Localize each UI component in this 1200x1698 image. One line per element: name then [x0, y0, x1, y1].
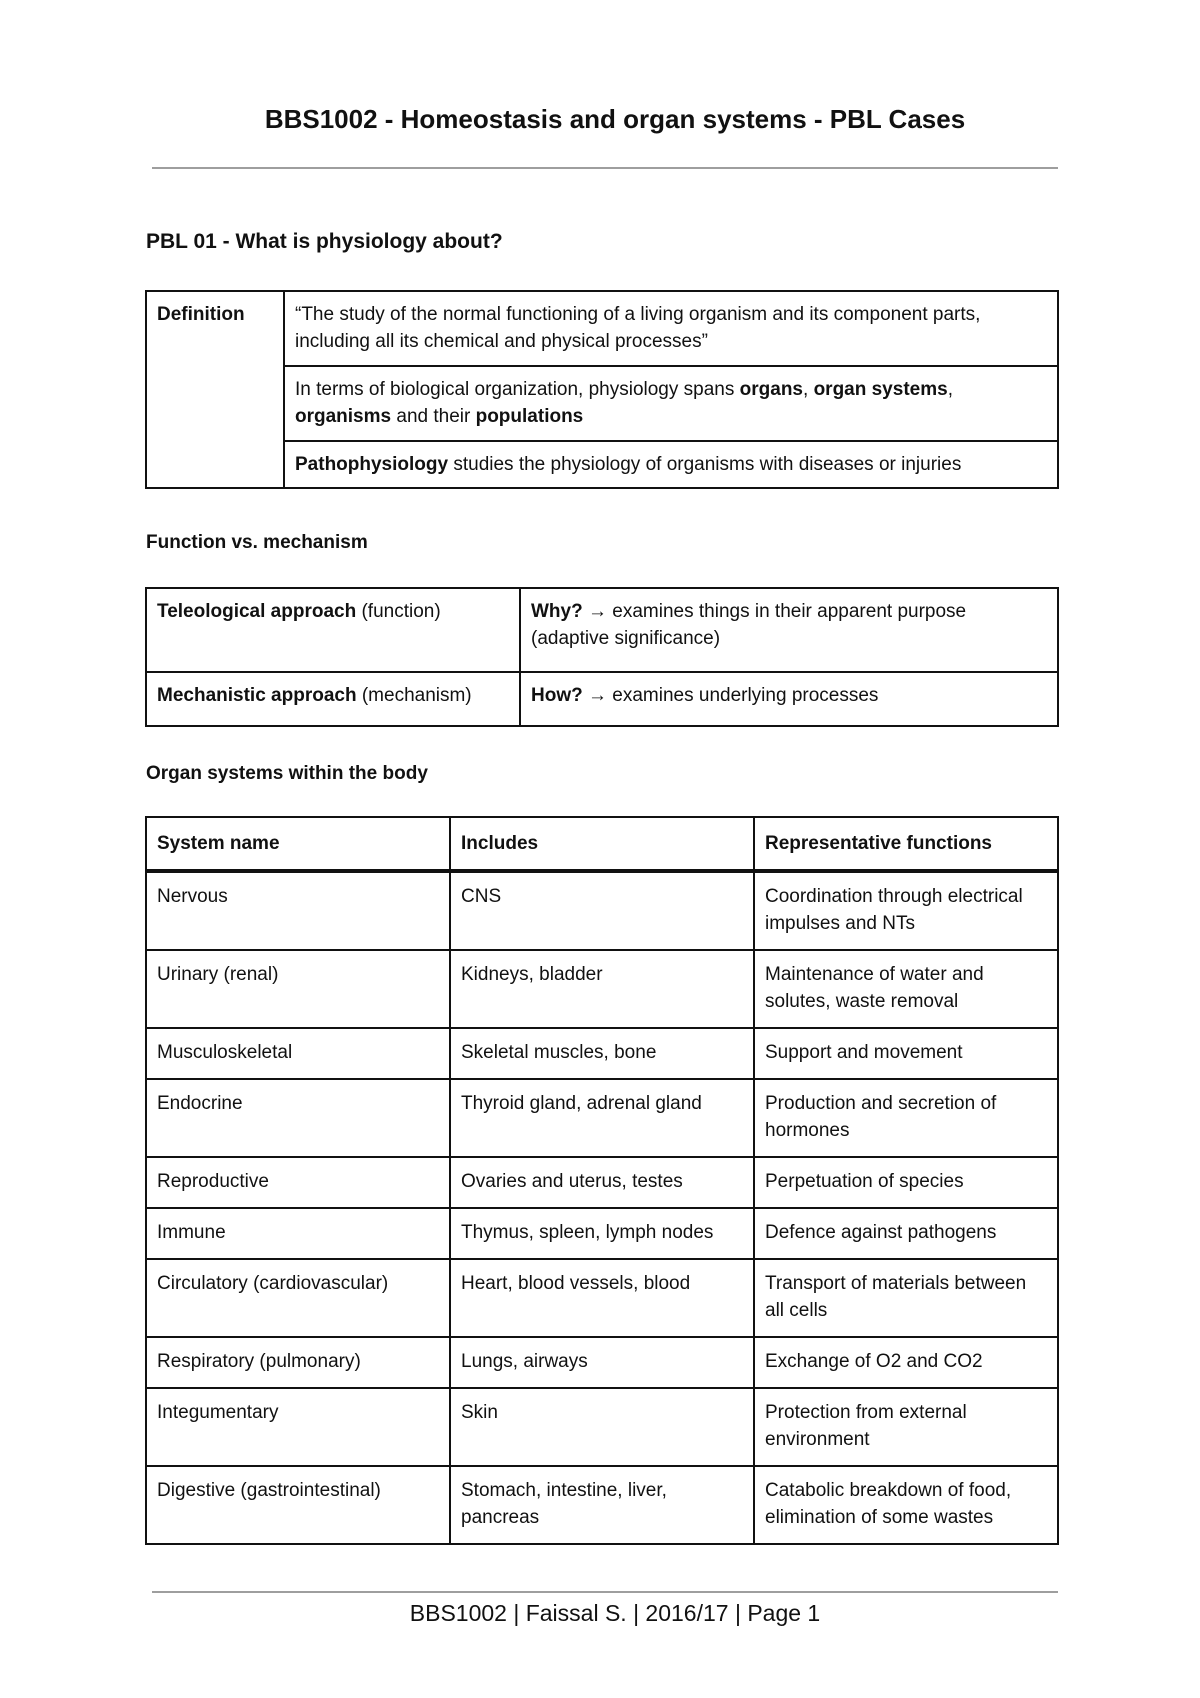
organization-text: In terms of biological organization, physiology spans organs, organ systems, organisms and their populations	[284, 366, 1058, 441]
includes-cell: Skin	[450, 1388, 754, 1466]
header-includes: Includes	[450, 817, 754, 871]
definition-table	[145, 290, 1059, 489]
header-system-name: System name	[146, 817, 450, 871]
system-name-cell: Nervous	[146, 871, 450, 950]
includes-cell: Skeletal muscles, bone	[450, 1028, 754, 1079]
system-name-cell: Circulatory (cardiovascular)	[146, 1259, 450, 1337]
system-name-cell: Immune	[146, 1208, 450, 1259]
table-row	[146, 1337, 1058, 1388]
system-name-cell: Musculoskeletal	[146, 1028, 450, 1079]
system-name-cell: Endocrine	[146, 1079, 450, 1157]
table-row	[146, 1388, 1058, 1466]
table-row	[146, 1157, 1058, 1208]
includes-cell: Lungs, airways	[450, 1337, 754, 1388]
function-cell: Perpetuation of species	[754, 1157, 1058, 1208]
table-row	[146, 1028, 1058, 1079]
function-cell: Exchange of O2 and CO2	[754, 1337, 1058, 1388]
table-row	[146, 1466, 1058, 1544]
table-header-row	[146, 817, 1058, 871]
includes-cell: Kidneys, bladder	[450, 950, 754, 1028]
teleological-cell: Teleological approach (function)	[146, 588, 520, 672]
how-cell: How? → examines underlying processes	[520, 672, 1058, 726]
mechanistic-cell: Mechanistic approach (mechanism)	[146, 672, 520, 726]
includes-cell: CNS	[450, 871, 754, 950]
organ-systems-table	[145, 816, 1059, 1545]
page-footer: BBS1002 | Faissal S. | 2016/17 | Page 1	[409, 1600, 821, 1626]
system-name-cell: Digestive (gastrointestinal)	[146, 1466, 450, 1544]
table-row	[146, 1259, 1058, 1337]
function-cell: Maintenance of water and solutes, waste removal	[754, 950, 1058, 1028]
function-cell: Protection from external environment	[754, 1388, 1058, 1466]
function-cell: Catabolic breakdown of food, elimination of some wastes	[754, 1466, 1058, 1544]
organ-heading: Organ systems within the body	[146, 763, 428, 784]
function-cell: Defence against pathogens	[754, 1208, 1058, 1259]
function-cell: Production and secretion of hormones	[754, 1079, 1058, 1157]
function-cell: Coordination through electrical impulses and NTs	[754, 871, 1058, 950]
system-name-cell: Urinary (renal)	[146, 950, 450, 1028]
function-cell: Transport of materials between all cells	[754, 1259, 1058, 1337]
definition-text: “The study of the normal functioning of a living organism and its component parts, including all its chemical and physical processes”	[284, 291, 1058, 366]
includes-cell: Thymus, spleen, lymph nodes	[450, 1208, 754, 1259]
table-row	[146, 871, 1058, 950]
footer-divider	[152, 1591, 1058, 1593]
table-row	[146, 950, 1058, 1028]
section-title: PBL 01 - What is physiology about?	[146, 230, 503, 253]
system-name-cell: Integumentary	[146, 1388, 450, 1466]
function-cell: Support and movement	[754, 1028, 1058, 1079]
system-name-cell: Reproductive	[146, 1157, 450, 1208]
header-divider	[152, 167, 1058, 169]
includes-cell: Thyroid gland, adrenal gland	[450, 1079, 754, 1157]
header-functions: Representative functions	[754, 817, 1058, 871]
function-table	[145, 587, 1059, 727]
includes-cell: Ovaries and uterus, testes	[450, 1157, 754, 1208]
table-row	[146, 1208, 1058, 1259]
pathophysiology-text: Pathophysiology studies the physiology of organisms with diseases or injuries	[284, 441, 1058, 488]
why-cell: Why? → examines things in their apparent purpose (adaptive significance)	[520, 588, 1058, 672]
includes-cell: Stomach, intestine, liver, pancreas	[450, 1466, 754, 1544]
function-heading: Function vs. mechanism	[146, 532, 368, 553]
system-name-cell: Respiratory (pulmonary)	[146, 1337, 450, 1388]
includes-cell: Heart, blood vessels, blood	[450, 1259, 754, 1337]
table-row	[146, 1079, 1058, 1157]
definition-label: Definition	[146, 291, 284, 488]
document-title: BBS1002 - Homeostasis and organ systems - PBL Cases	[264, 104, 966, 134]
